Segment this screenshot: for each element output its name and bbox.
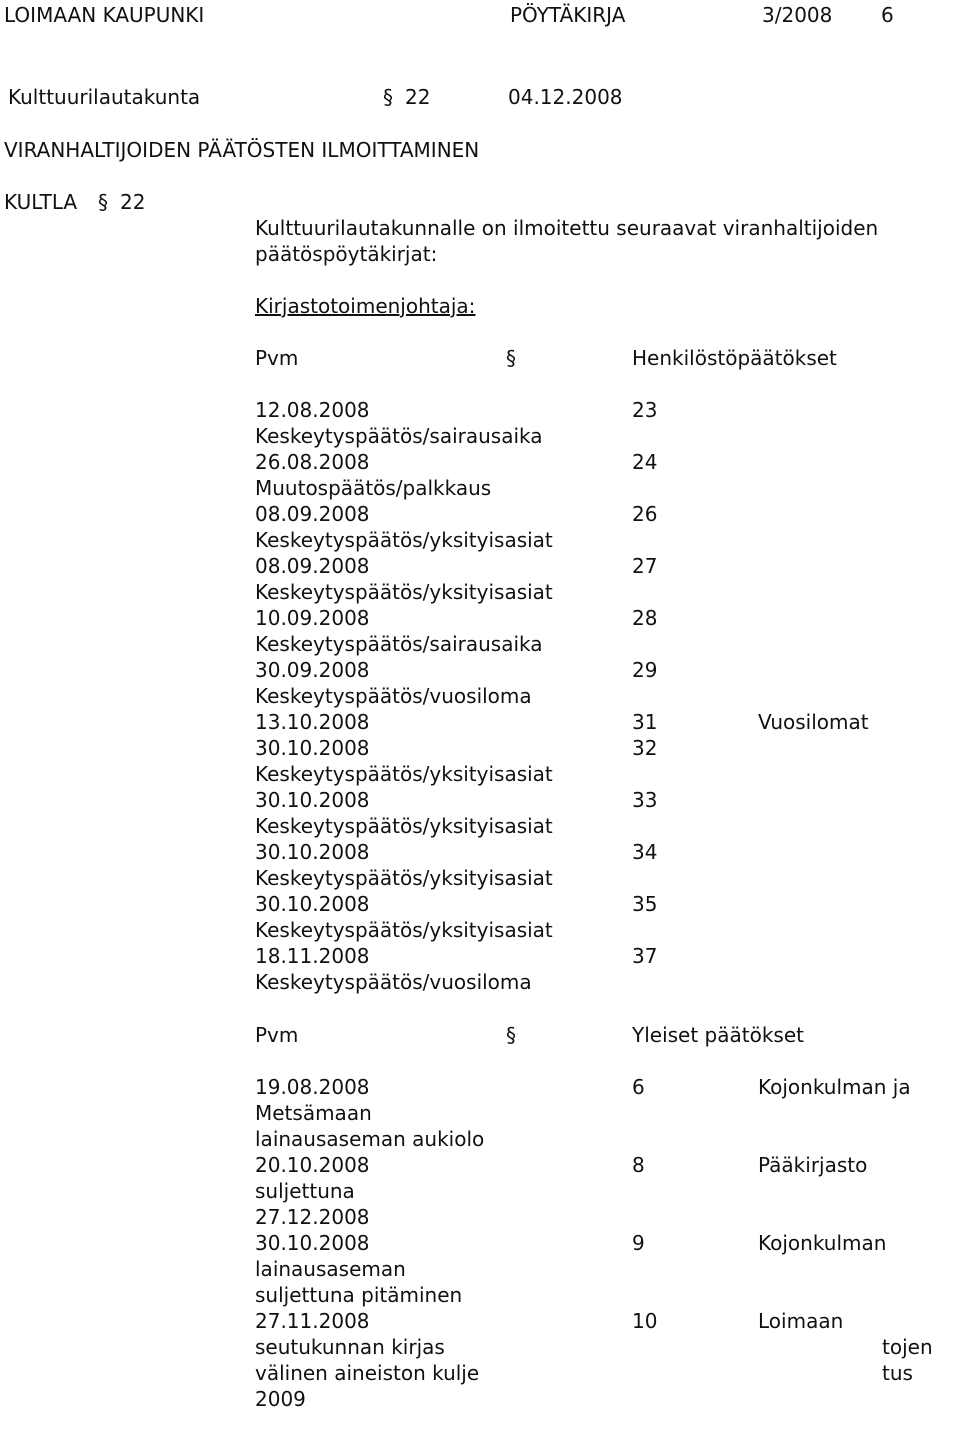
hr-row-text: Keskeytyspäätös/yksityisasiat <box>255 580 553 604</box>
hr-row-number: 29 <box>632 658 658 682</box>
hr-row-text: Keskeytyspäätös/yksityisasiat <box>255 814 553 838</box>
hr-row-date: 08.09.2008 <box>255 502 370 526</box>
general-row-date: 19.08.2008 <box>255 1075 370 1099</box>
general-row-note: Loimaan <box>758 1309 844 1333</box>
hr-row-number: 24 <box>632 450 658 474</box>
section-number: 22 <box>405 85 431 109</box>
general-row-text-wrap: tus <box>882 1361 913 1385</box>
general-row-text: lainausaseman aukiolo <box>255 1127 485 1151</box>
hr-row-date: 26.08.2008 <box>255 450 370 474</box>
hr-row-text: Muutospäätös/palkkaus <box>255 476 492 500</box>
intro-line-1: Kulttuurilautakunnalle on ilmoitettu seuraavat viranhaltijoiden <box>255 216 879 240</box>
hr-row-text: Keskeytyspäätös/vuosiloma <box>255 970 532 994</box>
general-row-text: välinen aineiston kulje <box>255 1361 480 1385</box>
intro-line-2: päätöspöytäkirjat: <box>255 242 438 266</box>
board-name: Kulttuurilautakunta <box>8 85 201 109</box>
general-row-number: 9 <box>632 1231 645 1255</box>
hr-row-number: 34 <box>632 840 658 864</box>
general-row-text: 27.12.2008 <box>255 1205 370 1229</box>
hr-row-number: 35 <box>632 892 658 916</box>
hr-row-date: 08.09.2008 <box>255 554 370 578</box>
general-row-text-wrap: tojen <box>882 1335 933 1359</box>
document-type: PÖYTÄKIRJA <box>510 3 626 27</box>
hr-row-date: 13.10.2008 <box>255 710 370 734</box>
hr-row-number: 28 <box>632 606 658 630</box>
hr-row-number: 32 <box>632 736 658 760</box>
hr-row-text: Keskeytyspäätös/sairausaika <box>255 632 543 656</box>
hr-col-section: § <box>506 346 516 370</box>
general-row-text: seutukunnan kirjas <box>255 1335 445 1359</box>
hr-row-text: Keskeytyspäätös/sairausaika <box>255 424 543 448</box>
general-row-date: 20.10.2008 <box>255 1153 370 1177</box>
hr-row-number: 26 <box>632 502 658 526</box>
official-title: Kirjastotoimenjohtaja: <box>255 294 476 318</box>
hr-row-text: Keskeytyspäätös/yksityisasiat <box>255 762 553 786</box>
general-col-title: Yleiset päätökset <box>632 1023 804 1047</box>
hr-row-text: Keskeytyspäätös/yksityisasiat <box>255 528 553 552</box>
section-sign: § <box>383 85 393 109</box>
city-name: LOIMAAN KAUPUNKI <box>4 3 205 27</box>
general-row-text: lainausaseman <box>255 1257 406 1281</box>
hr-row-text: Keskeytyspäätös/yksityisasiat <box>255 866 553 890</box>
meeting-date: 04.12.2008 <box>508 85 623 109</box>
hr-col-date: Pvm <box>255 346 299 370</box>
hr-row-number: 33 <box>632 788 658 812</box>
general-row-note: Kojonkulman ja <box>758 1075 911 1099</box>
hr-row-text: Keskeytyspäätös/yksityisasiat <box>255 918 553 942</box>
hr-row-date: 30.10.2008 <box>255 840 370 864</box>
general-row-number: 10 <box>632 1309 658 1333</box>
hr-row-note: Vuosilomat <box>758 710 869 734</box>
general-col-section: § <box>506 1023 516 1047</box>
hr-row-date: 30.10.2008 <box>255 892 370 916</box>
hr-col-title: Henkilöstöpäätökset <box>632 346 837 370</box>
general-row-number: 8 <box>632 1153 645 1177</box>
hr-row-date: 30.09.2008 <box>255 658 370 682</box>
hr-row-date: 12.08.2008 <box>255 398 370 422</box>
case-id: KULTLA <box>4 190 78 214</box>
general-row-note: Pääkirjasto <box>758 1153 868 1177</box>
general-row-note: Kojonkulman <box>758 1231 887 1255</box>
hr-row-number: 31 <box>632 710 658 734</box>
general-row-date: 27.11.2008 <box>255 1309 370 1333</box>
hr-row-number: 23 <box>632 398 658 422</box>
hr-row-text: Keskeytyspäätös/vuosiloma <box>255 684 532 708</box>
general-row-text: Metsämaan <box>255 1101 372 1125</box>
case-number: 22 <box>120 190 146 214</box>
section-title: VIRANHALTIJOIDEN PÄÄTÖSTEN ILMOITTAMINEN <box>4 138 480 162</box>
hr-row-date: 18.11.2008 <box>255 944 370 968</box>
page-number: 6 <box>881 3 894 27</box>
hr-row-date: 10.09.2008 <box>255 606 370 630</box>
hr-row-number: 27 <box>632 554 658 578</box>
hr-row-date: 30.10.2008 <box>255 788 370 812</box>
general-row-text: suljettuna pitäminen <box>255 1283 463 1307</box>
general-row-text: suljettuna <box>255 1179 355 1203</box>
document-number: 3/2008 <box>762 3 833 27</box>
general-row-number: 6 <box>632 1075 645 1099</box>
case-section-sign: § <box>98 190 108 214</box>
general-row-text: 2009 <box>255 1387 306 1411</box>
general-row-date: 30.10.2008 <box>255 1231 370 1255</box>
hr-row-number: 37 <box>632 944 658 968</box>
general-col-date: Pvm <box>255 1023 299 1047</box>
hr-row-date: 30.10.2008 <box>255 736 370 760</box>
